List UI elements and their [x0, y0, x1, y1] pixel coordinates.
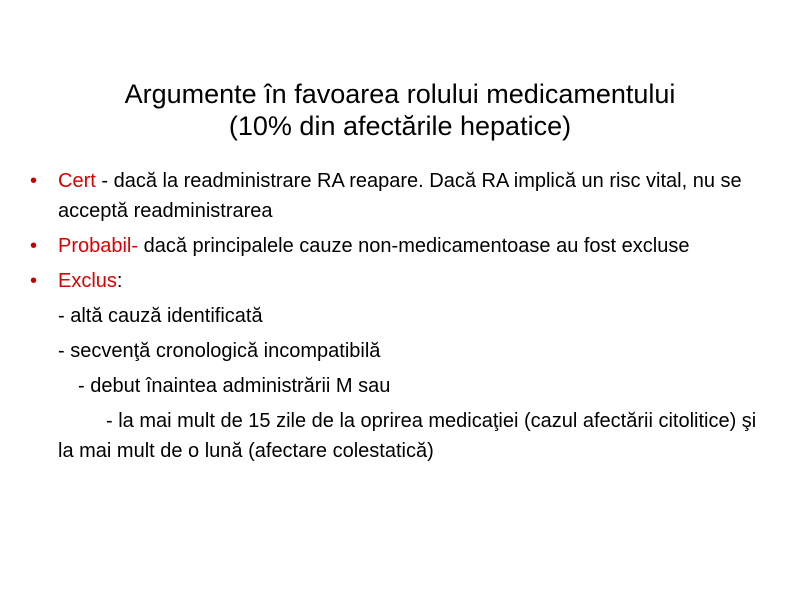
- title-line-2: (10% din afectările hepatice): [228, 111, 572, 141]
- bullet-dot-icon: •: [30, 270, 38, 292]
- slide-title: [40, 78, 760, 142]
- sub-item-more-than-15-days: [30, 406, 765, 466]
- bullet-cert-text: - dacă la readministrare RA reapare. Dacă RA implică un risc vital, nu se acceptă readministrarea: [58, 170, 742, 222]
- sub-item-more-than-15-days-text: - la mai mult de 15 zile de la oprirea medicaţiei (cazul afectării citolitice) şi la mai mult de o lună (afectare colestatică): [58, 410, 757, 462]
- keyword-exclus: Exclus: [58, 270, 117, 292]
- bullet-dot-icon: •: [30, 170, 38, 192]
- sub-item-onset-before-text: - debut înaintea administrării M sau: [78, 375, 391, 397]
- bullet-probabil: [30, 231, 765, 261]
- title-line-1: Argumente în favoarea rolului medicamentului: [124, 79, 676, 109]
- sub-item-onset-before: [30, 371, 765, 401]
- sub-item-chronology: - secvenţă cronologică incompatibilă: [58, 340, 381, 362]
- keyword-cert: Cert: [58, 170, 96, 192]
- sub-item-other-cause: - altă cauză identificată: [58, 305, 263, 327]
- slide-body: [30, 166, 765, 471]
- bullet-dot-icon: •: [30, 235, 38, 257]
- bullet-cert: [30, 166, 765, 226]
- keyword-probabil: Probabil-: [58, 235, 139, 257]
- bullet-probabil-text: dacă principalele cauze non-medicamentoase au fost excluse: [138, 235, 690, 257]
- bullet-exclus: [30, 266, 765, 296]
- bullet-exclus-text: :: [116, 270, 123, 292]
